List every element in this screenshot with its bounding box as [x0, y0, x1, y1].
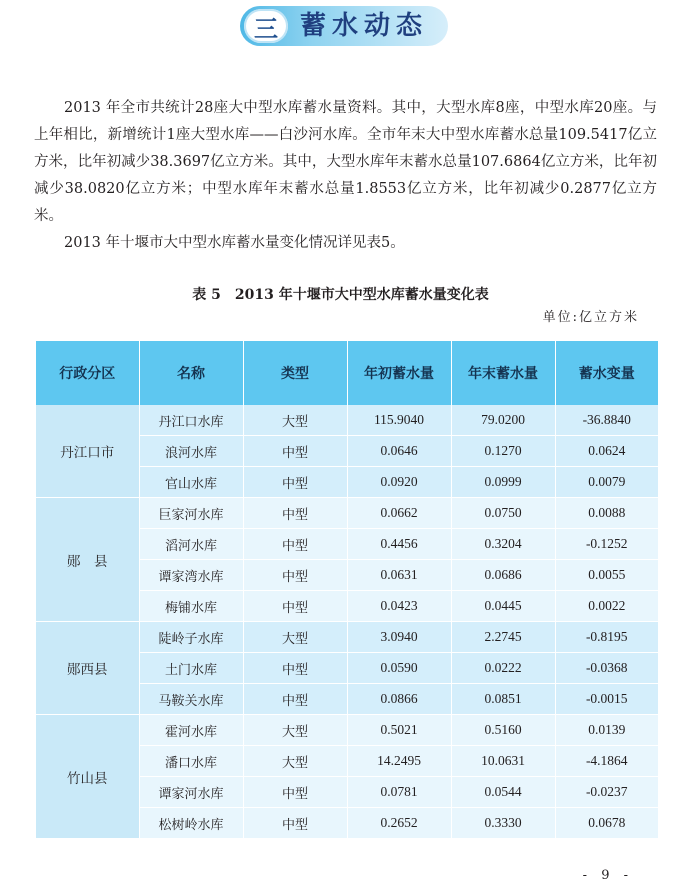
page-number: - 9 -	[582, 868, 633, 883]
body-paragraph-summary: 2013 年全市共统计28座大中型水库蓄水量资料。其中，大型水库8座，中型水库20座。与上年相比，新增统计1座大型水库——白沙河水库。全市年末大中型水库蓄水总量109.5417亿立方米，比年初减少38.3697亿立方米。其中，大型水库年末蓄水总量107.6864亿立方米，比年初减少38.0820亿立方米；中型水库年末蓄水总量1.8553亿立方米，比年初减少0.2877亿立方米。	[34, 100, 657, 224]
reservoir-type-cell: 中型	[243, 808, 347, 839]
reservoir-name-cell: 土门水库	[139, 653, 243, 684]
reservoir-name-cell: 陡岭子水库	[139, 622, 243, 653]
reservoir-type-cell: 大型	[243, 746, 347, 777]
storage-change-cell: 0.0139	[555, 715, 658, 746]
end-storage-cell: 0.0544	[451, 777, 555, 808]
start-storage-cell: 0.0631	[347, 560, 451, 591]
storage-change-cell: -4.1864	[555, 746, 658, 777]
end-storage-cell: 0.3204	[451, 529, 555, 560]
table-unit-label: 单位:亿立方米	[542, 310, 639, 325]
header-start-storage: 年初蓄水量	[347, 341, 451, 405]
reservoir-name-cell: 丹江口水库	[139, 405, 243, 436]
end-storage-cell: 10.0631	[451, 746, 555, 777]
section-number: 三	[244, 9, 288, 43]
start-storage-cell: 0.0590	[347, 653, 451, 684]
table-header-row	[36, 341, 658, 405]
start-storage-cell: 3.0940	[347, 622, 451, 653]
reservoir-name-cell: 松树岭水库	[139, 808, 243, 839]
reservoir-name-cell: 梅铺水库	[139, 591, 243, 622]
reservoir-storage-table	[36, 341, 658, 839]
storage-change-cell: 0.0079	[555, 467, 658, 498]
storage-change-cell: -0.8195	[555, 622, 658, 653]
reservoir-type-cell: 大型	[243, 715, 347, 746]
storage-change-cell: -0.1252	[555, 529, 658, 560]
header-end-storage: 年末蓄水量	[451, 341, 555, 405]
reservoir-name-cell: 巨家河水库	[139, 498, 243, 529]
start-storage-cell: 0.2652	[347, 808, 451, 839]
end-storage-cell: 0.0686	[451, 560, 555, 591]
end-storage-cell: 0.0999	[451, 467, 555, 498]
reservoir-type-cell: 中型	[243, 529, 347, 560]
start-storage-cell: 0.0866	[347, 684, 451, 715]
header-region: 行政分区	[36, 341, 139, 405]
reservoir-name-cell: 谭家河水库	[139, 777, 243, 808]
reservoir-type-cell: 中型	[243, 498, 347, 529]
reservoir-type-cell: 中型	[243, 684, 347, 715]
reservoir-type-cell: 中型	[243, 467, 347, 498]
end-storage-cell: 0.0750	[451, 498, 555, 529]
header-type: 类型	[243, 341, 347, 405]
storage-change-cell: -36.8840	[555, 405, 658, 436]
reservoir-name-cell: 官山水库	[139, 467, 243, 498]
reservoir-name-cell: 马鞍关水库	[139, 684, 243, 715]
start-storage-cell: 0.5021	[347, 715, 451, 746]
reservoir-type-cell: 大型	[243, 405, 347, 436]
table-body	[36, 405, 658, 839]
region-cell: 郧 县	[36, 498, 139, 622]
table-row	[36, 622, 658, 653]
body-paragraph-reference: 2013 年十堰市大中型水库蓄水量变化情况详见表5。	[64, 235, 405, 251]
section-title: 蓄水动态	[300, 11, 429, 41]
table-row	[36, 405, 658, 436]
end-storage-cell: 79.0200	[451, 405, 555, 436]
storage-change-cell: 0.0088	[555, 498, 658, 529]
storage-change-cell: -0.0237	[555, 777, 658, 808]
reservoir-name-cell: 谭家湾水库	[139, 560, 243, 591]
reservoir-name-cell: 浪河水库	[139, 436, 243, 467]
start-storage-cell: 0.0662	[347, 498, 451, 529]
reservoir-type-cell: 中型	[243, 436, 347, 467]
reservoir-name-cell: 霍河水库	[139, 715, 243, 746]
storage-change-cell: -0.0015	[555, 684, 658, 715]
region-cell: 竹山县	[36, 715, 139, 839]
start-storage-cell: 0.4456	[347, 529, 451, 560]
header-name: 名称	[139, 341, 243, 405]
storage-change-cell: 0.0055	[555, 560, 658, 591]
reservoir-type-cell: 中型	[243, 777, 347, 808]
end-storage-cell: 0.5160	[451, 715, 555, 746]
start-storage-cell: 0.0646	[347, 436, 451, 467]
end-storage-cell: 0.3330	[451, 808, 555, 839]
reservoir-name-cell: 滔河水库	[139, 529, 243, 560]
storage-change-cell: 0.0624	[555, 436, 658, 467]
start-storage-cell: 0.0423	[347, 591, 451, 622]
reservoir-type-cell: 中型	[243, 653, 347, 684]
table-row	[36, 715, 658, 746]
region-cell: 郧西县	[36, 622, 139, 715]
storage-change-cell: 0.0678	[555, 808, 658, 839]
end-storage-cell: 0.0851	[451, 684, 555, 715]
storage-change-cell: 0.0022	[555, 591, 658, 622]
reservoir-type-cell: 中型	[243, 560, 347, 591]
reservoir-name-cell: 潘口水库	[139, 746, 243, 777]
region-cell: 丹江口市	[36, 405, 139, 498]
start-storage-cell: 0.0920	[347, 467, 451, 498]
header-storage-change: 蓄水变量	[555, 341, 658, 405]
table-caption: 表 5 2013 年十堰市大中型水库蓄水量变化表	[192, 287, 489, 303]
reservoir-type-cell: 中型	[243, 591, 347, 622]
start-storage-cell: 14.2495	[347, 746, 451, 777]
start-storage-cell: 0.0781	[347, 777, 451, 808]
start-storage-cell: 115.9040	[347, 405, 451, 436]
end-storage-cell: 0.1270	[451, 436, 555, 467]
storage-change-cell: -0.0368	[555, 653, 658, 684]
end-storage-cell: 0.0222	[451, 653, 555, 684]
end-storage-cell: 0.0445	[451, 591, 555, 622]
table-row	[36, 498, 658, 529]
reservoir-type-cell: 大型	[243, 622, 347, 653]
end-storage-cell: 2.2745	[451, 622, 555, 653]
